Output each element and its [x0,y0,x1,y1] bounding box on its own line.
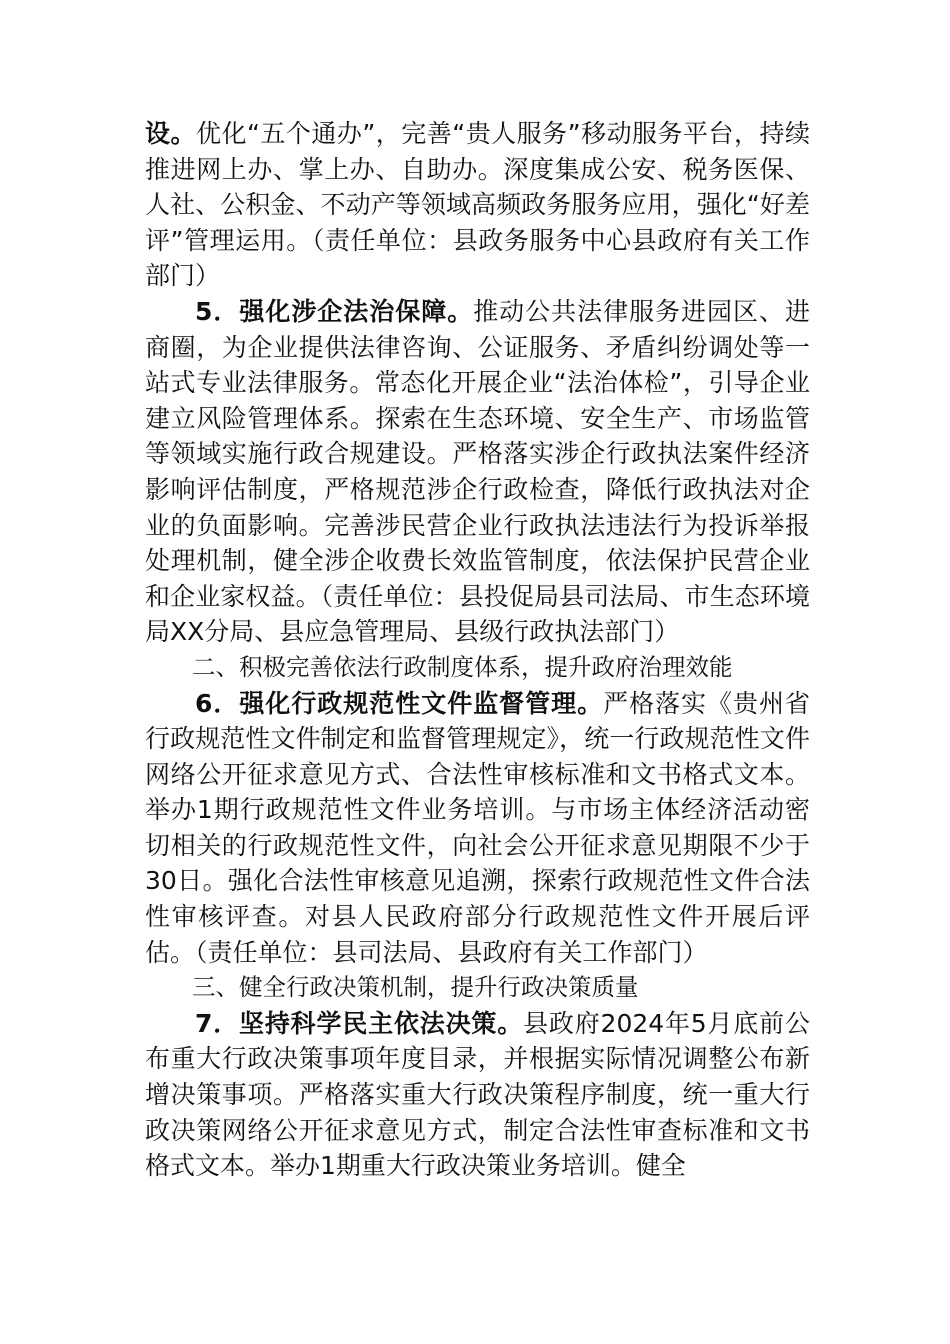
paragraph-text: 推动公共法律服务进园区、进商圈，为企业提供法律咨询、公证服务、矛盾纠纷调处等一站式专业法律服务。常态化开展企业“法治体检”，引导企业建立风险管理体系。探索在生态环境、安全生产、市场监管等领域实施行政合规建设。严格落实涉企行政执法案件经济影响评估制度，严格规范涉企行政检查，降低行政执法对企业的负面影响。完善涉民营企业行政执法违法行为投诉举报处理机制，健全涉企收费长效监管制度，依法保护民营企业和企业家权益。（责任单位：县投促局县司法局、市生态环境局XX分局、县应急管理局、县级行政执法部门） [145,296,810,647]
paragraph-text: 县政府2024年5月底前公布重大行政决策事项年度目录，并根据实际情况调整公布新增决策事项。严格落实重大行政决策程序制度，统一重大行政决策网络公开征求意见方式，制定合法性审查标准和文书格式文本。举办1期重大行政决策业务培训。健全 [145,1008,810,1181]
paragraph-lead: 设。 [145,119,196,148]
paragraph-text: 优化“五个通办”，完善“贵人服务”移动服务平台，持续推进网上办、掌上办、自助办。深度集成公安、税务医保、人社、公积金、不动产等领域高频政务服务应用，强化“好差评”管理运用。（责任单位：县政务服务中心县政府有关工作部门） [145,119,810,291]
paragraph-continuation [145,116,810,294]
paragraph-item-5 [145,294,810,650]
paragraph-text: 严格落实《贵州省行政规范性文件制定和监督管理规定》，统一行政规范性文件网络公开征求意见方式、合法性审核标准和文书格式文本。举办1期行政规范性文件业务培训。与市场主体经济活动密切相关的行政规范性文件，向社会公开征求意见期限不少于30日。强化合法性审核意见追溯，探索行政规范性文件合法性审核评查。对县人民政府部分行政规范性文件开展后评估。（责任单位：县司法局、县政府有关工作部门） [145,688,810,967]
paragraph-lead: 7．坚持科学民主依法决策。 [195,1008,524,1038]
paragraph-lead: 6．强化行政规范性文件监督管理。 [195,688,604,718]
section-heading-2: 二、积极完善依法行政制度体系，提升政府治理效能 [192,652,733,681]
paragraph-item-6 [145,686,810,971]
document-body [145,116,810,1184]
paragraph-lead: 5．强化涉企法治保障。 [195,296,474,326]
paragraph-item-7 [145,1006,810,1184]
section-heading-3: 三、健全行政决策机制，提升行政决策质量 [192,973,639,1002]
